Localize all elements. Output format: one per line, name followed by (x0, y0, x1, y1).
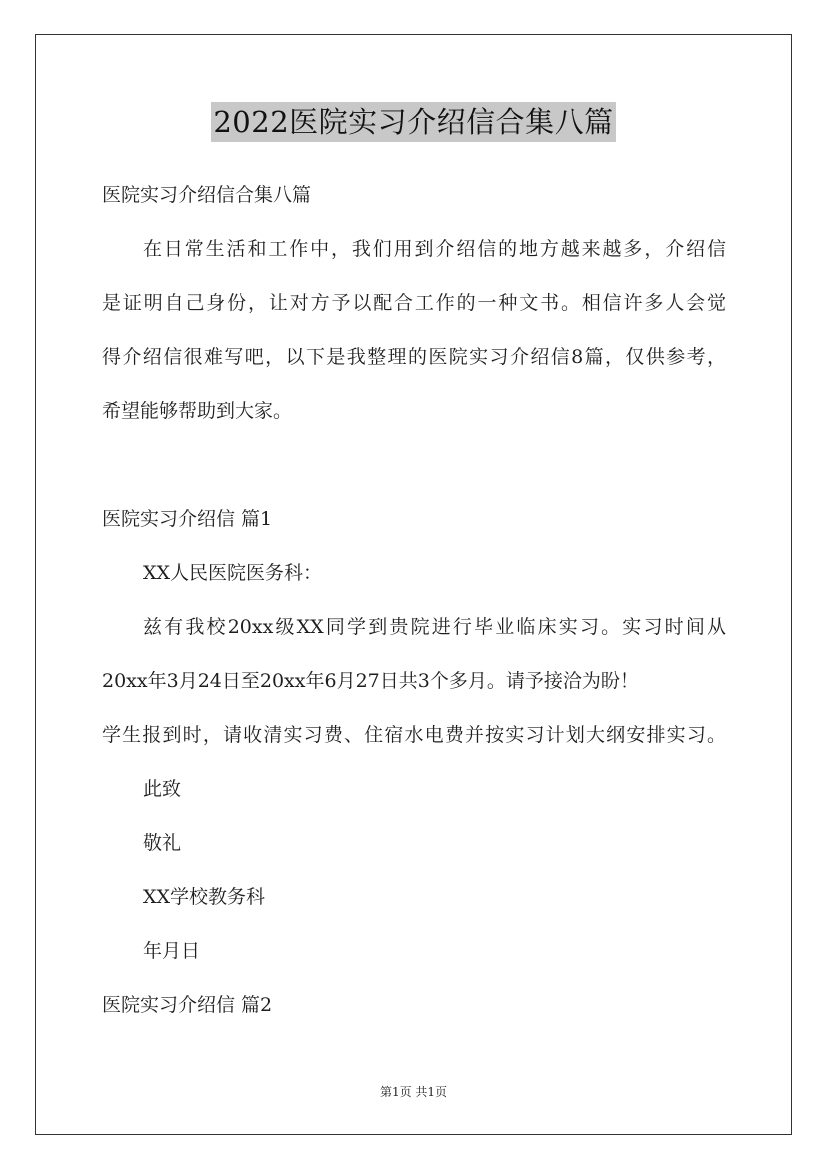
section-1-closing-2: 敬礼 (143, 832, 182, 854)
section-1-date: 年月日 (143, 940, 201, 962)
section-2-heading: 医院实习介绍信 篇2 (102, 994, 273, 1016)
section-1-body-line-3: 学生报到时，请收清实习费、住宿水电费并按实习计划大纲安排实习。 (102, 724, 726, 746)
section-1-closing-1: 此致 (143, 778, 182, 800)
intro-line-2: 是证明自己身份，让对方予以配合工作的一种文书。相信许多人会觉 (102, 292, 726, 314)
document-title: 2022医院实习介绍信合集八篇 (211, 102, 615, 142)
title-container (0, 102, 827, 142)
section-1-body-line-1: 兹有我校20xx级XX同学到贵院进行毕业临床实习。实习时间从 (143, 616, 726, 638)
intro-line-3: 得介绍信很难写吧，以下是我整理的医院实习介绍信8篇，仅供参考， (102, 346, 726, 368)
page-footer: 第1页 共1页 (379, 1085, 448, 1099)
intro-line-1: 在日常生活和工作中，我们用到介绍信的地方越来越多，介绍信 (143, 238, 726, 260)
section-1-salutation: XX人民医院医务科： (143, 562, 323, 584)
section-1-heading: 医院实习介绍信 篇1 (102, 508, 273, 530)
section-1-body-line-2: 20xx年3月24日至20xx年6月27日共3个多月。请予接洽为盼！ (102, 670, 639, 692)
section-1-signature: XX学校教务科 (143, 886, 266, 908)
intro-line-4: 希望能够帮助到大家。 (102, 400, 293, 422)
document-subtitle: 医院实习介绍信合集八篇 (102, 184, 312, 206)
